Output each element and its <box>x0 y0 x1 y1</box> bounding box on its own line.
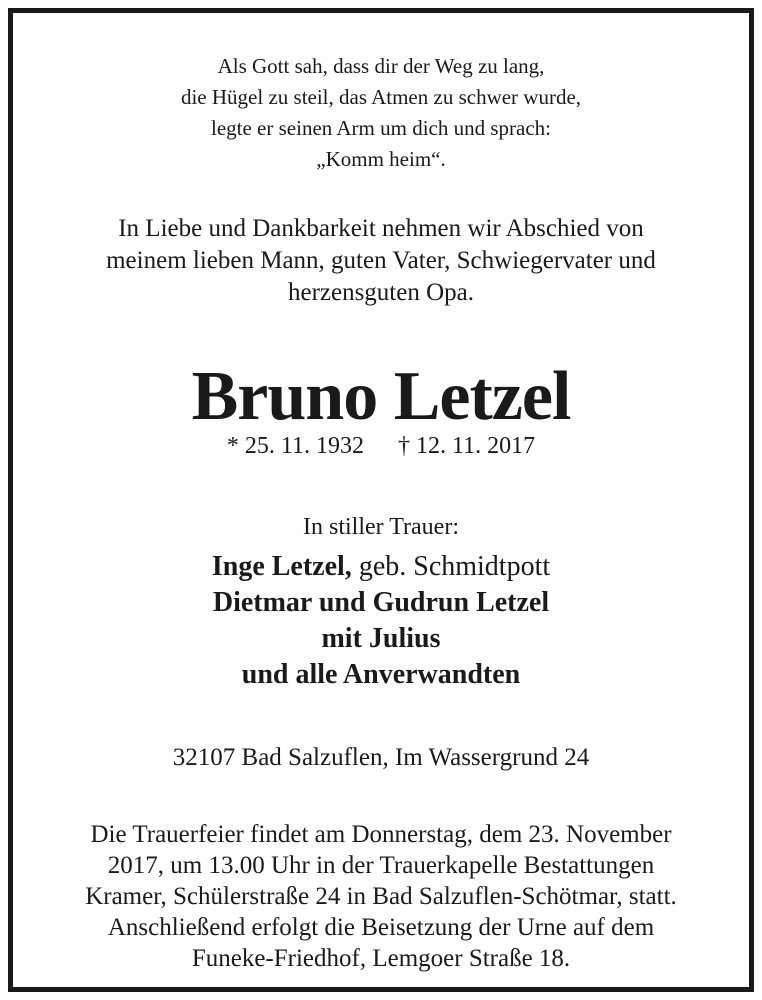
widow-maiden-name: geb. Schmidtpott <box>358 551 551 582</box>
service-line: Die Trauerfeier findet am Donnerstag, dem 23. November <box>90 821 672 848</box>
mourners-list <box>13 549 749 693</box>
intro-line: In Liebe und Dankbarkeit nehmen wir Abschied von <box>118 215 644 242</box>
service-details <box>13 819 749 974</box>
service-line: Kramer, Schülerstraße 24 in Bad Salzuflen-Schötmar, statt. <box>85 883 677 910</box>
intro-line: meinem lieben Mann, guten Vater, Schwiegervater und <box>106 247 656 274</box>
service-line: 2017, um 13.00 Uhr in der Trauerkapelle Bestattungen <box>107 852 655 879</box>
family-line: Dietmar und Gudrun Letzel <box>212 587 550 618</box>
service-line: Funeke-Friedhof, Lemgoer Straße 18. <box>191 945 571 972</box>
poem-line: Als Gott sah, dass dir der Weg zu lang, <box>217 54 545 78</box>
intro-line: herzensguten Opa. <box>287 279 475 306</box>
life-dates <box>13 431 749 461</box>
poem-line: die Hügel zu steil, das Atmen zu schwer wurde, <box>180 85 582 109</box>
mourning-label: In stiller Trauer: <box>303 514 459 540</box>
farewell-intro <box>13 213 749 309</box>
widow-name: Inge Letzel, <box>211 551 352 582</box>
poem-line: „Komm heim“. <box>316 147 446 171</box>
poem <box>13 51 749 175</box>
obituary-notice <box>13 13 749 987</box>
deceased-name: Bruno Letzel <box>191 358 571 435</box>
poem-line: legte er seinen Arm um dich und sprach: <box>211 116 551 140</box>
service-line: Anschließend erfolgt die Beisetzung der Urne auf dem <box>107 914 655 941</box>
birth-date: * 25. 11. 1932 <box>226 433 364 459</box>
family-line: und alle Anverwandten <box>241 659 521 690</box>
family-address: 32107 Bad Salzuflen, Im Wassergrund 24 <box>172 744 590 771</box>
widow-line <box>13 549 749 585</box>
family-line: mit Julius <box>321 623 441 654</box>
death-date: † 12. 11. 2017 <box>398 433 536 459</box>
